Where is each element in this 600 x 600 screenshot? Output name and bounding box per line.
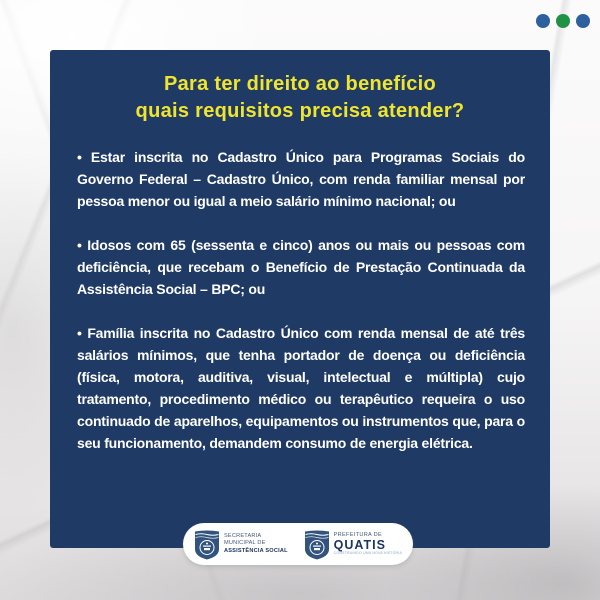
requirement-item: • Idosos com 65 (sessenta e cinco) anos ou mais ou pessoas com deficiência, que recebam o Benefício de Prestação Continuada da Assistência Social – BPC; ou [77, 237, 525, 297]
footer-logos [183, 523, 413, 565]
prefeitura-logo [304, 529, 402, 560]
prefeitura-line1: PREFEITURA DE [333, 532, 382, 538]
municipal-crest-icon [194, 529, 220, 560]
card-title-line2: quais requisitos precisa atender? [135, 100, 465, 122]
card-title [50, 71, 550, 125]
prefeitura-name: QUATIS [333, 538, 386, 552]
blue-dot-icon [536, 14, 550, 28]
prefeitura-tagline: CONSTRUINDO UMA NOVA HISTÓRIA [333, 551, 402, 555]
secretaria-logo-text [224, 533, 288, 556]
secretaria-line1: SECRETARIA [224, 532, 262, 539]
secretaria-line2: MUNICIPAL DE [224, 540, 266, 547]
requirements-list [50, 146, 550, 454]
blue-dot-icon [576, 14, 590, 28]
green-dot-icon [556, 14, 570, 28]
secretaria-logo [194, 529, 288, 560]
info-card [50, 50, 550, 548]
requirement-item: • Estar inscrita no Cadastro Único para Programas Sociais do Governo Federal – Cadastro Único, com renda familiar mensal por pessoa menor ou igual a meio salário mínimo nacional; ou [77, 149, 525, 209]
corner-dots [536, 14, 590, 28]
requirement-item: • Família inscrita no Cadastro Único com renda mensal de até três salários mínimos, que tenha portador de doença ou deficiência (física, motora, auditiva, visual, intelectual e múltipla) cujo tratamento, procedimento médico ou terapêutico requeira o uso continuado de aparelhos, equipamentos ou instrumentos que, para o seu funcionamento, demandem consumo de energia elétrica. [77, 325, 525, 451]
municipal-crest-icon [304, 529, 330, 560]
secretaria-line3: ASSISTÊNCIA SOCIAL [224, 547, 288, 554]
prefeitura-logo-text [334, 532, 402, 556]
card-title-line1: Para ter direito ao benefício [163, 73, 437, 95]
